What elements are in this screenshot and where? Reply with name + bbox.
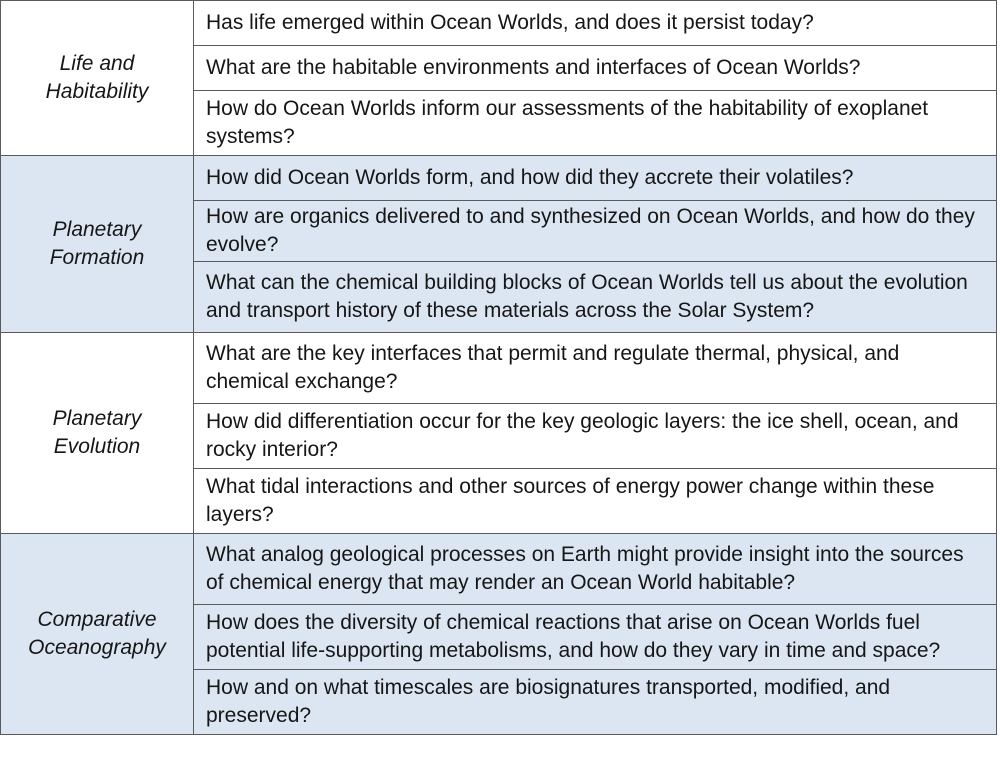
question-cell: What are the habitable environments and interfaces of Ocean Worlds? xyxy=(194,46,997,91)
question-cell: What tidal interactions and other sources of energy power change within these layers? xyxy=(194,469,997,534)
theme-cell-planetary-formation: Planetary Formation xyxy=(1,156,194,333)
question-cell: How are organics delivered to and synthesized on Ocean Worlds, and how do they evolve? xyxy=(194,201,997,262)
theme-cell-planetary-evolution: Planetary Evolution xyxy=(1,333,194,534)
table-row xyxy=(1,1,997,46)
question-cell: How does the diversity of chemical reactions that arise on Ocean Worlds fuel potential life-supporting metabolisms, and how do they vary in time and space? xyxy=(194,605,997,670)
question-cell: How do Ocean Worlds inform our assessments of the habitability of exoplanet systems? xyxy=(194,91,997,156)
theme-cell-comparative-oceanography: Comparative Oceanography xyxy=(1,534,194,735)
table-row xyxy=(1,534,997,605)
question-cell: How did differentiation occur for the key geologic layers: the ice shell, ocean, and rocky interior? xyxy=(194,404,997,469)
table-row xyxy=(1,156,997,201)
question-cell: What can the chemical building blocks of Ocean Worlds tell us about the evolution and transport history of these materials across the Solar System? xyxy=(194,262,997,333)
question-cell: What are the key interfaces that permit and regulate thermal, physical, and chemical exchange? xyxy=(194,333,997,404)
theme-cell-life-habitability: Life and Habitability xyxy=(1,1,194,156)
question-cell: How and on what timescales are biosignatures transported, modified, and preserved? xyxy=(194,670,997,735)
question-cell: Has life emerged within Ocean Worlds, and does it persist today? xyxy=(194,1,997,46)
table-row xyxy=(1,333,997,404)
question-cell: What analog geological processes on Earth might provide insight into the sources of chemical energy that may render an Ocean World habitable? xyxy=(194,534,997,605)
question-cell: How did Ocean Worlds form, and how did they accrete their volatiles? xyxy=(194,156,997,201)
